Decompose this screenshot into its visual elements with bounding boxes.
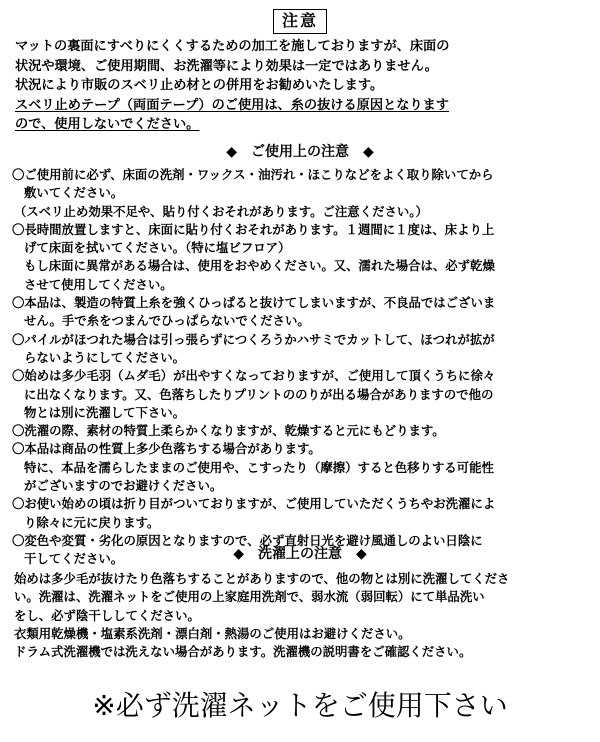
note-item: 〇ご使用前に必ず、床面の洗剤・ワックス・油汚れ・ほこりなどをよく取り除いてから 敷いてください。 xyxy=(12,167,494,201)
intro-line: マットの裏面にすべりにくくするための加工を施しておりますが、床面の xyxy=(15,39,450,54)
intro-line: 状況や環境、ご使用期間、お洗濯等により効果は一定ではありません。 xyxy=(15,58,438,74)
title-area xyxy=(0,9,600,34)
note-parenthetical: （スベリ止め効果不足や、貼り付くおそれがあります。ご注意ください。） xyxy=(14,203,428,219)
intro-warning-line: ので、使用しないでください。 xyxy=(15,117,200,132)
intro-line: 状況により市販のスベリ止め材との併用をお勧めいたします。 xyxy=(15,78,384,93)
diamond-icon: ◆ xyxy=(233,546,244,562)
usage-heading xyxy=(0,143,600,161)
note-item: 〇本品は商品の性質上多少色落ちする場合があります。 特に、本品を濡らしたままのご使用や、こすったり（摩擦）すると色移りする可能性 がございますのでお避けください。 xyxy=(12,441,494,494)
washing-line: をし、必ず陰干ししてください。 xyxy=(14,607,200,623)
wash-net-notice: ※必ず洗濯ネットをご使用下さい xyxy=(92,689,508,722)
note-item: 〇長時間放置しますと、床面に貼り付くおそれがあります。１週間に１度は、床より上 げて床面を拭いてください。（特に塩ビフロア） xyxy=(12,221,495,256)
note-item: 〇洗濯の際、素材の特質上柔らかくなりますが、乾燥すると元にもどります。 xyxy=(12,423,445,439)
diamond-icon: ◆ xyxy=(356,546,367,562)
washing-line: い。洗濯は、洗濯ネットをご使用の上家庭用洗剤で、弱水流（弱回転）にて単品洗い xyxy=(14,589,485,605)
usage-heading-text: ご使用上の注意 xyxy=(251,144,349,160)
note-item: 〇パイルがほつれた場合は引っ張らずにつくろうかハサミでカットして、ほつれが拡が らないようにしてください。 xyxy=(12,331,495,365)
note-item: 〇変色や変質・劣化の原因となりますので、必ず直射日光を避け風通しのよい日陰に 干してください。 xyxy=(12,532,483,567)
washing-heading xyxy=(0,545,600,563)
note-item: 〇本品は、製造の特質上糸を強くひっぱると抜けてしまいますが、不良品ではございま せん。手で糸をつまんでひっぱらないでください。 xyxy=(12,295,496,329)
note-item: 〇お使い始めの頃は折り目がついておりますが、ご使用していただくうちやお洗濯によ り除々に元に戻ります。 xyxy=(12,496,496,530)
washing-line: ドラム式洗濯機では洗えない場合があります。洗濯機の説明書をご確認ください。 xyxy=(14,644,472,660)
intro-warning-line: スベリ止めテープ（両面テープ）のご使用は、糸の抜ける原因となります xyxy=(15,97,449,113)
washing-heading-text: 洗濯上の注意 xyxy=(258,546,342,562)
usage-notes xyxy=(12,166,592,569)
page-title: 注意 xyxy=(273,9,327,34)
intro-paragraph xyxy=(15,37,590,135)
diamond-icon: ◆ xyxy=(226,144,237,160)
diamond-icon: ◆ xyxy=(363,144,374,160)
washing-notes xyxy=(14,570,592,661)
note-item: 〇始めは多少毛羽（ムダ毛）が出やすくなっておりますが、ご使用して頂くうちに徐々 に出なくなります。又、色落ちしたりプリントののりが出る場合がありますので他の 物とは別に洗濯して下さい。 xyxy=(12,368,496,420)
washing-line: 衣類用乾燥機・塩素系洗剤・漂白剤・熱湯のご使用はお避けください。 xyxy=(14,625,411,641)
note-subtext: もし床面に異常がある場合は、使用をおやめください。又、濡れた場合は、必ず乾燥 させて使用してください。 xyxy=(24,258,495,292)
washing-line: 始めは多少毛が抜けたり色落ちすることがありますので、他の物とは別に洗濯してくださ xyxy=(14,571,510,586)
